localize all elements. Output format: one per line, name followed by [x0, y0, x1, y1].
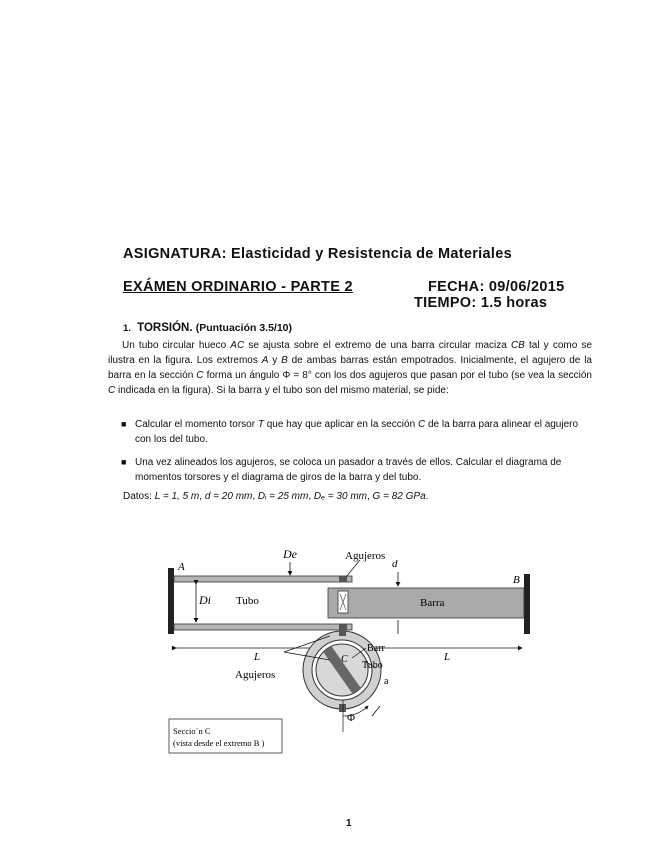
- exam-title: EXÁMEN ORDINARIO - PARTE 2: [123, 279, 353, 295]
- label-Di: Di: [199, 593, 211, 607]
- caption-line-1: Seccio´n C: [173, 726, 211, 736]
- label-section-a: a: [384, 676, 389, 687]
- label-De: De: [283, 547, 297, 561]
- bullet-icon: ■: [121, 457, 127, 467]
- page-number: 1: [346, 818, 352, 829]
- task-2: ■ Una vez alineados los agujeros, se coloca un pasador a través de ellos. Calcular el diagrama de momentos torsores y el diagrama de giros de la barra y del tubo.: [121, 457, 562, 483]
- label-phi: Φ: [347, 712, 356, 724]
- data-line: Datos: L = 1, 5 m, d = 20 mm, Dᵢ = 25 mm, Dₑ = 30 mm, G = 82 GPa.: [123, 491, 429, 502]
- label-holes-top: Agujeros: [345, 550, 386, 562]
- label-bar: Barra: [420, 597, 445, 609]
- label-section-C: C: [341, 654, 348, 665]
- problem-statement: Un tubo circular hueco AC se ajusta sobre el extremo de una barra circular maciza CB tal y como se ilustra en la figura. Los extremos A y B de ambas barras están empotrados. Inicialmente, el agujero de la barra en la sección C forma un ángulo Φ = 8° con los dos agujeros que pasan por el tubo (se vea la sección C indicada en la figura). Si la barra y el tubo son del mismo material, se pide:: [108, 340, 592, 396]
- tube-wall-bottom: [174, 624, 352, 630]
- subject-heading: ASIGNATURA: Elasticidad y Resistencia de Materiales: [123, 246, 512, 262]
- label-L-right: L: [444, 651, 451, 663]
- caption-line-2: (vista desde el extremo B ): [173, 738, 265, 748]
- label-A: A: [178, 561, 185, 573]
- label-L-left: L: [254, 651, 261, 663]
- label-B: B: [513, 574, 520, 586]
- left-wall: [168, 568, 174, 634]
- exam-date: FECHA: 09/06/2015: [428, 279, 565, 295]
- question-score: (Puntuación 3.5/10): [195, 322, 293, 334]
- task-1: ■ Calcular el momento torsor T que hay que aplicar en la sección C de la barra para alinear el agujero con los del tubo.: [121, 419, 579, 445]
- tube-hole-top: [339, 576, 347, 582]
- question-number: 1.: [123, 323, 131, 334]
- exam-time: TIEMPO: 1.5 horas: [414, 295, 548, 311]
- label-d: d: [392, 558, 398, 570]
- right-wall: [524, 574, 530, 634]
- question-title: TORSIÓN.: [137, 322, 193, 334]
- label-section-tube: Tubo: [362, 660, 383, 671]
- bullet-icon: ■: [121, 419, 127, 429]
- label-tube: Tubo: [236, 595, 259, 607]
- label-holes-bottom: Agujeros: [235, 669, 276, 681]
- label-section-bar: Barr: [367, 643, 385, 654]
- tube-wall-top: [174, 576, 352, 582]
